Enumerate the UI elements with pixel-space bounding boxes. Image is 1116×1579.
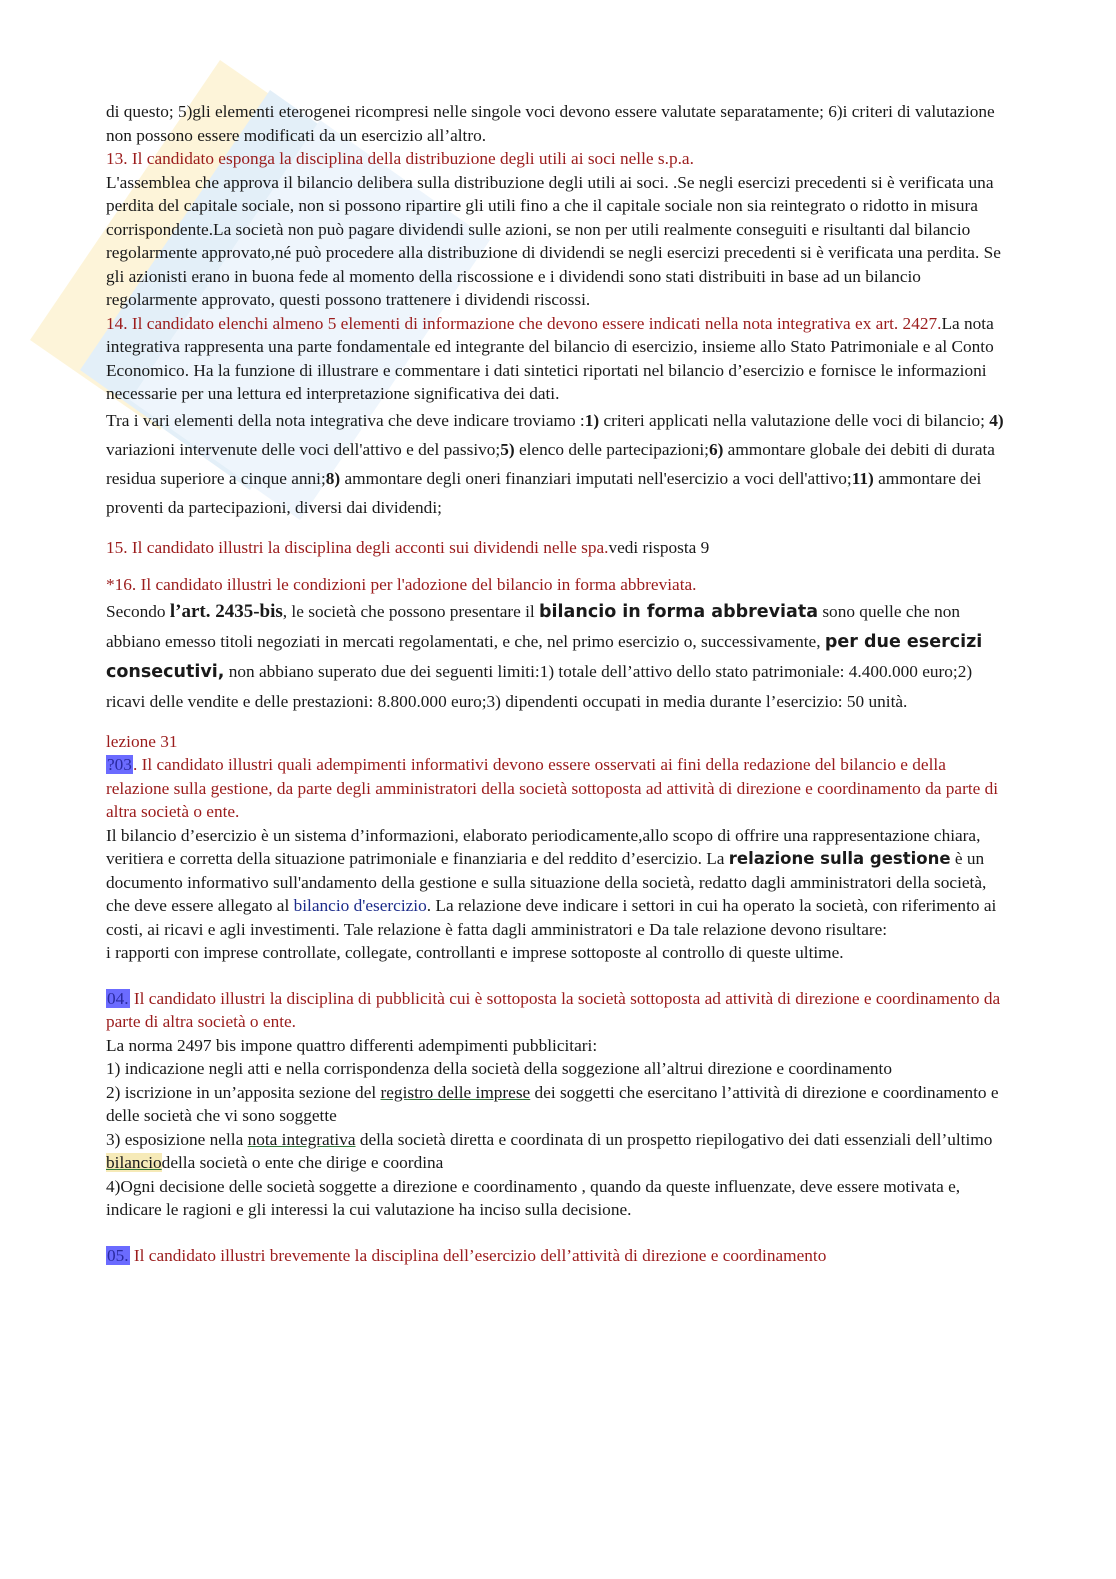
question-03-number: ?03 xyxy=(107,755,132,774)
answer-04-intro: La norma 2497 bis impone quattro differenti adempimenti pubblicitari: xyxy=(106,1035,598,1055)
lesson-heading: lezione 31 xyxy=(106,731,178,751)
paragraph-continuation: di questo; 5)gli elementi eterogenei ricompresi nelle singole voci devono essere valutate separatamente; 6)i criteri di valutazione non possono essere modificati da un esercizio all’altro. xyxy=(106,102,995,145)
answer-04-item-2: 2) iscrizione in un’apposita sezione del registro delle imprese dei soggetti che esercitano l’attività di direzione e coordinamento e delle società che vi sono soggette xyxy=(106,1082,999,1125)
answer-14-list: Tra i vari elementi della nota integrativa che deve indicare troviamo :1) criteri applicati nella valutazione delle voci di bilancio; 4) variazioni intervenute delle voci dell'attivo e del passivo;5) elenco delle partecipazioni;6) ammontare globale dei debiti di durata residua superiore a cinque anni;8) ammontare degli oneri finanziari imputati nell'esercizio a voci dell'attivo;11) ammontare dei proventi da partecipazioni, diversi dai dividendi; xyxy=(106,410,1004,517)
document-page xyxy=(106,100,1011,1267)
answer-15: vedi risposta 9 xyxy=(608,537,710,557)
question-15: 15. Il candidato illustri la disciplina degli acconti sui dividendi nelle spa. xyxy=(106,537,609,557)
question-16: *16. Il candidato illustri le condizioni per l'adozione del bilancio in forma abbreviata. xyxy=(106,575,697,594)
bilancio-esercizio-link[interactable]: bilancio d'esercizio xyxy=(293,896,427,915)
nota-integrativa-link[interactable]: nota integrativa xyxy=(247,1129,356,1149)
question-05-number: 05. xyxy=(107,1245,129,1265)
question-05: 05. Il candidato illustri brevemente la disciplina dell’esercizio dell’attività di direzione e coordinamento xyxy=(107,1245,827,1265)
question-03: ?03. Il candidato illustri quali adempimenti informativi devono essere osservati ai fini della redazione del bilancio e della relazione sulla gestione, da parte degli amministratori della società sottoposta ad attività di direzione e coordinamento da parte di altra società o ente. xyxy=(106,755,999,821)
question-04-number: 04. xyxy=(107,988,129,1008)
question-14: 14. Il candidato elenchi almeno 5 elementi di informazione che devono essere indicati nella nota integrativa ex art. 2427. xyxy=(106,313,942,333)
answer-13: L'assemblea che approva il bilancio delibera sulla distribuzione degli utili ai soci. .Se negli esercizi precedenti si è verificata una perdita del capitale sociale, non si possono ripartire gli utili fino a che il capitale sociale non sia reintegrato o ridotto in misura corrispondente.La società non può pagare dividendi sulle azioni, se non per utili realmente conseguiti e risultanti dal bilancio regolarmente approvato,né può procedere alla distribuzione di dividendi se negli esercizi precedenti si è verificata una perdita. Se gli azionisti erano in buona fede al momento della riscossione e i dividendi sono stati distribuiti in base ad un bilancio regolarmente approvato, questi possono trattenere i dividendi riscossi. xyxy=(106,172,1001,309)
answer-04-item-3: 3) esposizione nella nota integrativa della società diretta e coordinata di un prospetto riepilogativo dei dati essenziali dell’ultimo bilanciodella società o ente che dirige e coordina xyxy=(106,1129,993,1172)
question-13: 13. Il candidato esponga la disciplina della distribuzione degli utili ai soci nelle s.p.a. xyxy=(106,149,694,168)
question-14-paragraph xyxy=(106,312,1011,406)
question-15-paragraph xyxy=(106,536,1011,560)
answer-03: Il bilancio d’esercizio è un sistema d’informazioni, elaborato periodicamente,allo scopo di offrire una rappresentazione chiara, veritiera e corretta della situazione patrimoniale e finanziaria e del reddito d’esercizio. La relazione sulla gestione è un documento informativo sull'andamento della gestione e sulla situazione della società, redatto dagli amministratori della società, che deve essere allegato al bilancio d'esercizio. La relazione deve indicare i settori in cui ha operato la società, con riferimento ai costi, ai ricavi e agli investimenti. Tale relazione è fatta dagli amministratori e Da tale relazione devono risultare: xyxy=(106,825,997,939)
answer-03-list: i rapporti con imprese controllate, collegate, controllanti e imprese sottoposte al controllo di queste ultime. xyxy=(106,943,844,962)
registro-imprese-link[interactable]: registro delle imprese xyxy=(380,1082,531,1102)
answer-14: La nota integrativa rappresenta una parte fondamentale ed integrante del bilancio di esercizio, insieme allo Stato Patrimoniale e al Conto Economico. Ha la funzione di illustrare e commentare i dati sintetici riportati nel bilancio d’esercizio e fornisce le informazioni necessarie per una lettura ed interpretazione significativa dei dati. xyxy=(106,313,994,403)
answer-04-item-4: 4)Ogni decisione delle società soggette a direzione e coordinamento , quando da queste influenzate, deve essere motivata e, indicare le ragioni e gli interessi la cui valutazione ha inciso sulla decisione. xyxy=(106,1176,961,1219)
bilancio-link[interactable]: bilancio xyxy=(106,1153,162,1172)
answer-16: Secondo l’art. 2435-bis, le società che possono presentare il bilancio in forma abbreviata sono quelle che non abbiano emesso titoli negoziati in mercati regolamentati, e che, nel primo esercizio o, successivamente, per due esercizi consecutivi, non abbiano superato due dei seguenti limiti:1) totale dell’attivo dello stato patrimoniale: 4.400.000 euro;2) ricavi delle vendite e delle prestazioni: 8.800.000 euro;3) dipendenti occupati in media durante l’esercizio: 50 unità. xyxy=(106,600,983,711)
answer-04-item-1: 1) indicazione negli atti e nella corrispondenza della società della soggezione all’altrui direzione e coordinamento xyxy=(106,1059,892,1078)
question-04: 04. Il candidato illustri la disciplina di pubblicità cui è sottoposta la società sottoposta ad attività di direzione e coordinamento da parte di altra società o ente. xyxy=(106,988,1001,1031)
